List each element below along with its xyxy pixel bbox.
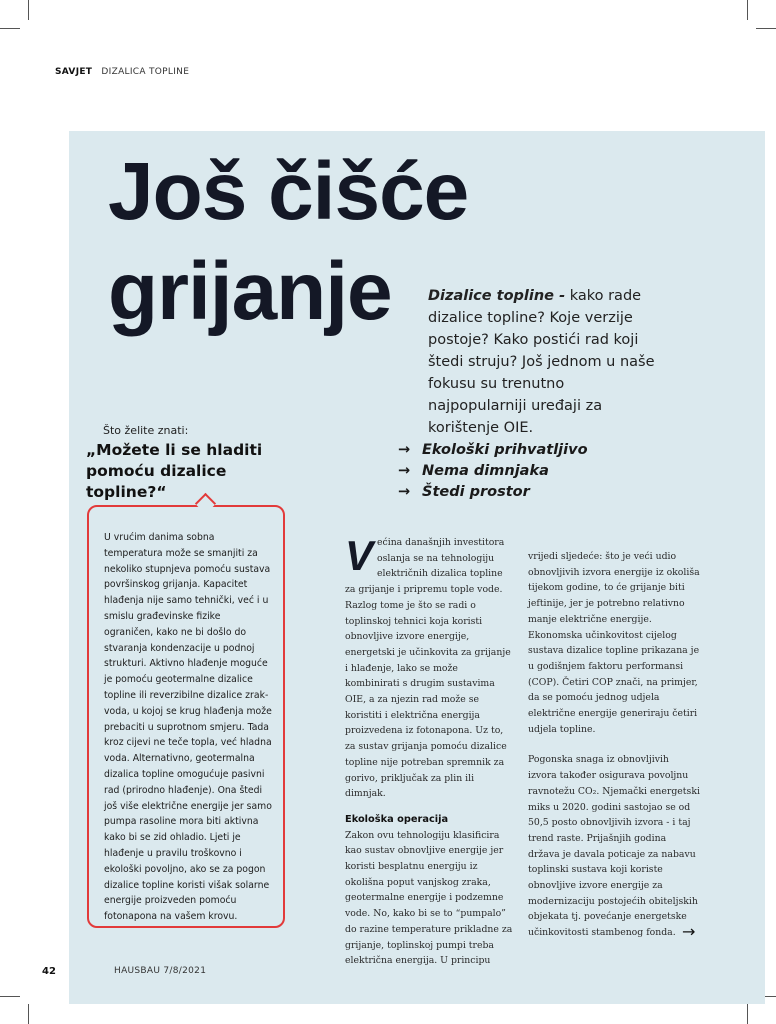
article-paragraph: vrijedi sljedeće: što je veći udio obnovljivih izvora energije iz okoliša tijekom godine, to će grijanje biti jeftinije, jer je potrebno relativno manje električne energije. Ekonomska učinkovitost cijelog sustava dizalice topline prikazana je u godišnjem faktoru performansi (COP). Četiri COP znači, na primjer, da se pomoću jednog udjela električne energije generiraju četiri udjela topline.	[528, 551, 700, 735]
crop-mark	[0, 996, 20, 997]
lead-text: kako rade dizalice topline? Koje verzije postoje? Kako postići rad koji štedi struju? Još jednom u naše fokusu su trenutno najpopularniji uređaji za korištenje OIE.	[428, 288, 655, 436]
page-number: 42	[42, 966, 56, 977]
continue-arrow-icon: →	[682, 922, 696, 941]
arrow-right-icon: →	[398, 442, 411, 458]
arrow-right-icon: →	[398, 463, 411, 479]
crop-mark	[28, 1004, 29, 1024]
list-item	[398, 440, 588, 461]
crop-mark	[756, 28, 776, 29]
crop-mark	[747, 0, 748, 20]
lead-paragraph	[428, 285, 660, 439]
title-line-2: grijanje	[108, 246, 392, 337]
article-column-2	[528, 549, 700, 956]
topic-label: DIZALICA TOPLINE	[101, 67, 190, 77]
section-label: SAVJET	[55, 67, 93, 77]
title-line-1: Još čišće	[108, 146, 469, 237]
list-item-text: Nema dimnjaka	[422, 463, 549, 479]
crop-mark	[0, 28, 20, 29]
article-column-1	[345, 532, 515, 969]
list-item	[398, 461, 588, 482]
article-subheading: Ekološka operacija	[345, 813, 449, 825]
magazine-issue: HAUSBAU 7/8/2021	[114, 966, 207, 976]
page-title	[108, 142, 468, 342]
lead-emphasis: Dizalice topline -	[428, 288, 566, 304]
list-item	[398, 482, 588, 503]
question-text: „Možete li se hladiti pomoću dizalice topline?“	[86, 441, 263, 501]
question-label: Što želite znati:	[103, 424, 189, 437]
answer-text: U vrućim danima sobna temperatura može se smanjiti za nekoliko stupnjeva pomoću sustava površinskog grijanja. Kapacitet hlađenja nije samo tehnički, već i u smislu građevinske fizike ograničen, kako ne bi došlo do stvaranja kondenzacije u podnoj strukturi. Aktivno hlađenje moguće je pomoću geotermalne dizalice topline ili reverzibilne dizalice zrak-voda, u kojoj se krug hlađenja može prebaciti u suprotnom smjeru. Tada kroz cijevi ne teče topla, već hladna voda. Alternativno, geotermalna dizalica topline omogućuje pasivni rad (prirodno hlađenje). Ona štedi još više električne energije jer samo pumpa rasoline mora biti aktivna kako bi se zid ohladio. Ljeti je hlađenje u pravilu troškovno i ekološki povoljno, ako se za pogon dizalice topline koristi višak solarne energije proizveden pomoću fotonapona na vašem krovu.	[104, 532, 272, 923]
list-item-text: Štedi prostor	[422, 484, 530, 500]
feature-list	[398, 440, 588, 503]
article-paragraph: Pogonska snaga iz obnovljivih izvora također osigurava povoljnu ravnotežu CO₂. Njemački energetski miks u 2020. godini sastojao se od 50,5 posto obnovljivih izvora - i taj trend raste. Prijašnjih godina država je davala poticaje za nabavu toplinski sustava koji koriste obnovljive izvore energije za modernizaciju postojećih obiteljskih objekata tj. povećanje energetske učinkovitosti stambenog fonda.	[528, 754, 700, 939]
section-header	[55, 67, 189, 77]
crop-mark	[28, 0, 29, 20]
list-item-text: Ekološki prihvatljivo	[422, 442, 588, 458]
article-paragraph: Zakon ovu tehnologiju klasificira kao sustav obnovljive energije jer koristi besplatnu energiju iz okolišna poput vanjskog zraka, geotermalne energije i podzemne vode. No, kako bi se to “pumpalo” do razine temperature prikladne za grijanje, toplinskoj pumpi treba električna energija. U principu	[345, 829, 513, 967]
drop-cap: V	[345, 532, 374, 579]
arrow-right-icon: →	[398, 484, 411, 500]
crop-mark	[747, 1004, 748, 1024]
article-paragraph: ećina današnjih investitora oslanja se na tehnologiju električnih dizalica topline za grijanje i pripremu tople vode. Razlog tome je što se radi o toplinskoj tehnici koja koristi obnovljive izvore energije, energetski je učinkovita za grijanje i hlađenje, lako se može kombinirati s drugim sustavima OIE, a za njezin rad može se koristiti i električna energija proizvedena iz fotonapona. Uz to, za sustav grijanja pomoću dizalice topline nije potreban spremnik za gorivo, priključak za plin ili dimnjak.	[345, 537, 511, 800]
